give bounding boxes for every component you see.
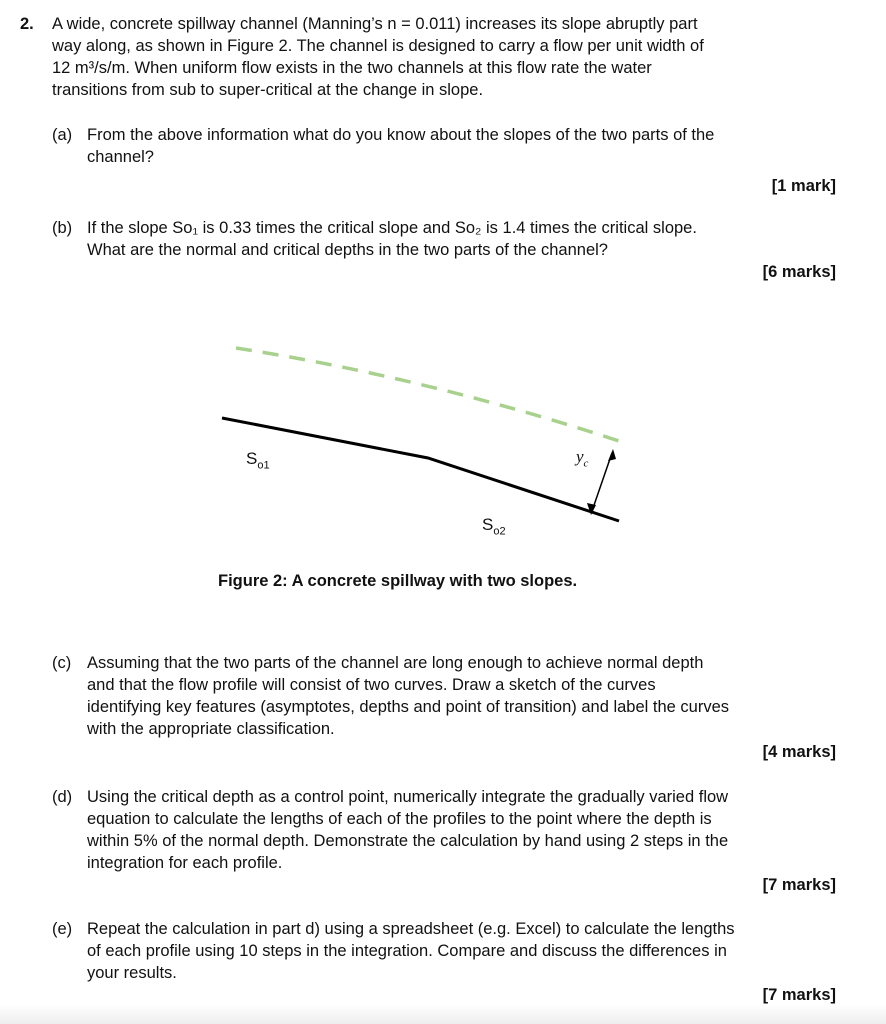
critical-depth-symbol: y: [576, 447, 584, 466]
part-c-marks: [4 marks]: [762, 743, 836, 761]
part-line: If the slope So₁ is 0.33 times the critical slope and So₂ is 1.4 times the critical slope.: [87, 219, 697, 237]
critical-depth-arrow: [592, 453, 612, 511]
part-d-marks: [7 marks]: [762, 876, 836, 894]
part-text: [87, 652, 852, 740]
part-label: (a): [52, 126, 73, 144]
part-line: What are the normal and critical depths in the two parts of the channel?: [87, 241, 608, 259]
part-label: (e): [52, 920, 73, 938]
part-line: equation to calculate the lengths of each of the profiles to the point where the depth is: [87, 810, 712, 828]
page-bottom-shadow: [0, 1004, 886, 1024]
slope-1-subscript: o1: [257, 459, 270, 472]
critical-depth-label: [576, 446, 588, 468]
question-number: 2.: [20, 15, 34, 33]
part-label: (c): [52, 654, 72, 672]
figure-caption: Figure 2: A concrete spillway with two slopes.: [218, 572, 578, 590]
slope-2-label: [482, 514, 506, 536]
part-line: your results.: [87, 964, 177, 982]
part-line: From the above information what do you know about the slopes of the two parts of the: [87, 126, 715, 144]
channel-bed-line: [222, 418, 619, 521]
part-line: integration for each profile.: [87, 854, 283, 872]
part-text: [87, 918, 852, 984]
slope-2-subscript: o2: [493, 525, 506, 538]
water-surface-line: [236, 348, 628, 444]
part-line: identifying key features (asymptotes, depths and point of transition) and label the curves: [87, 698, 730, 716]
part-a-marks: [1 mark]: [771, 177, 836, 195]
arrow-head-top: [608, 449, 616, 461]
part-label: (b): [52, 219, 73, 237]
slope-1-label: [246, 448, 270, 470]
part-label: (d): [52, 788, 73, 806]
part-e-marks: [7 marks]: [762, 986, 836, 1004]
part-line: channel?: [87, 148, 154, 166]
part-line: and that the flow profile will consist of two curves. Draw a sketch of the curves: [87, 676, 656, 694]
part-line: with the appropriate classification.: [87, 720, 335, 738]
question-line: transitions from sub to super-critical at the change in slope.: [52, 81, 484, 99]
slope-1-symbol: S: [246, 449, 258, 468]
question-line: 12 m³/s/m. When uniform flow exists in the two channels at this flow rate the water: [52, 59, 652, 77]
question-line: way along, as shown in Figure 2. The channel is designed to carry a flow per unit width of: [52, 37, 704, 55]
part-line: of each profile using 10 steps in the integration. Compare and discuss the differences in: [87, 942, 727, 960]
part-b-marks: [6 marks]: [762, 263, 836, 281]
part-text: [87, 786, 852, 874]
critical-depth-subscript: c: [583, 457, 589, 470]
part-line: Using the critical depth as a control point, numerically integrate the gradually varied flow: [87, 788, 729, 806]
slope-2-symbol: S: [482, 515, 494, 534]
part-line: Assuming that the two parts of the channel are long enough to achieve normal depth: [87, 654, 704, 672]
part-line: within 5% of the normal depth. Demonstrate the calculation by hand using 2 steps in the: [87, 832, 729, 850]
question-line: A wide, concrete spillway channel (Manning’s n = 0.011) increases its slope abruptly part: [52, 15, 698, 33]
part-line: Repeat the calculation in part d) using a spreadsheet (e.g. Excel) to calculate the lengths: [87, 920, 735, 938]
